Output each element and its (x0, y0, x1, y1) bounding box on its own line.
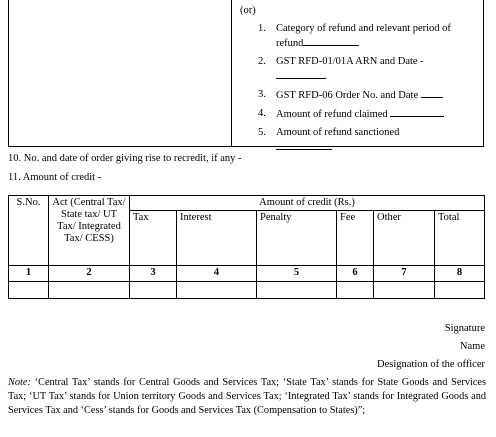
refund-details-list (258, 22, 478, 159)
order-recredit-line: 10. No. and date of order giving rise to recredit, if any - (8, 153, 242, 164)
column-number: 3 (130, 266, 177, 282)
list-item: 4. Amount of refund claimed (258, 107, 478, 122)
blank-line (276, 140, 332, 150)
item-category-text: Category of refund and relevant period of refund (276, 23, 451, 49)
total-header: Total (435, 211, 485, 266)
column-number: 7 (374, 266, 435, 282)
designation-label: Designation of the officer (377, 359, 485, 370)
column-number: 4 (177, 266, 257, 282)
column-number: 5 (257, 266, 337, 282)
list-item: 5. Amount of refund sanctioned (258, 126, 478, 155)
list-item: 1. Category of refund and relevant period of refund (258, 23, 451, 49)
note-paragraph (8, 376, 486, 418)
blank-line (421, 88, 443, 98)
amount-credit-line: 11. Amount of credit - (8, 172, 102, 183)
table-row (9, 282, 485, 299)
amount-credit-header: Amount of credit (Rs.) (130, 196, 485, 211)
sno-header: S.No. (9, 196, 49, 266)
act-header: Act (Central Tax/ State tax/ UT Tax/ Integrated Tax/ CESS) (49, 196, 130, 266)
item-arn-text: GST RFD-01/01A ARN and Date - (276, 56, 424, 67)
column-number: 2 (49, 266, 130, 282)
item-order-text: GST RFD-06 Order No. and Date (276, 90, 419, 101)
column-number-row (9, 266, 485, 282)
other-header: Other (374, 211, 435, 266)
box-divider (231, 0, 232, 147)
tax-header: Tax (130, 211, 177, 266)
item-sanctioned-text: Amount of refund sanctioned (276, 127, 400, 138)
item-claimed-text: Amount of refund claimed (276, 109, 388, 120)
blank-line (390, 107, 444, 117)
interest-header: Interest (177, 211, 257, 266)
name-label: Name (459, 341, 485, 352)
note-text: ‘Central Tax’ stands for Central Goods and Services Tax; ‘State Tax’ stands for State Goods and Services Tax; ‘UT Tax’ stands for Union territory Goods and Services Tax; ‘Integrated Tax’ stands for Integrated Goods and Services Tax and ‘Cess’ stands for Goods and Services Tax (Compensation to States)”; (8, 377, 486, 416)
list-item: 2. GST RFD-01/01A ARN and Date - (258, 55, 478, 84)
blank-line (276, 69, 326, 79)
note-label: Note: (8, 377, 31, 388)
column-number: 1 (9, 266, 49, 282)
fee-header: Fee (337, 211, 374, 266)
credit-table (8, 195, 485, 299)
signature-label: Signature (444, 323, 485, 334)
or-label: (or) (240, 5, 256, 16)
list-item: 3. GST RFD-06 Order No. and Date (258, 88, 478, 103)
blank-line (303, 36, 359, 46)
column-number: 8 (435, 266, 485, 282)
column-number: 6 (337, 266, 374, 282)
penalty-header: Penalty (257, 211, 337, 266)
